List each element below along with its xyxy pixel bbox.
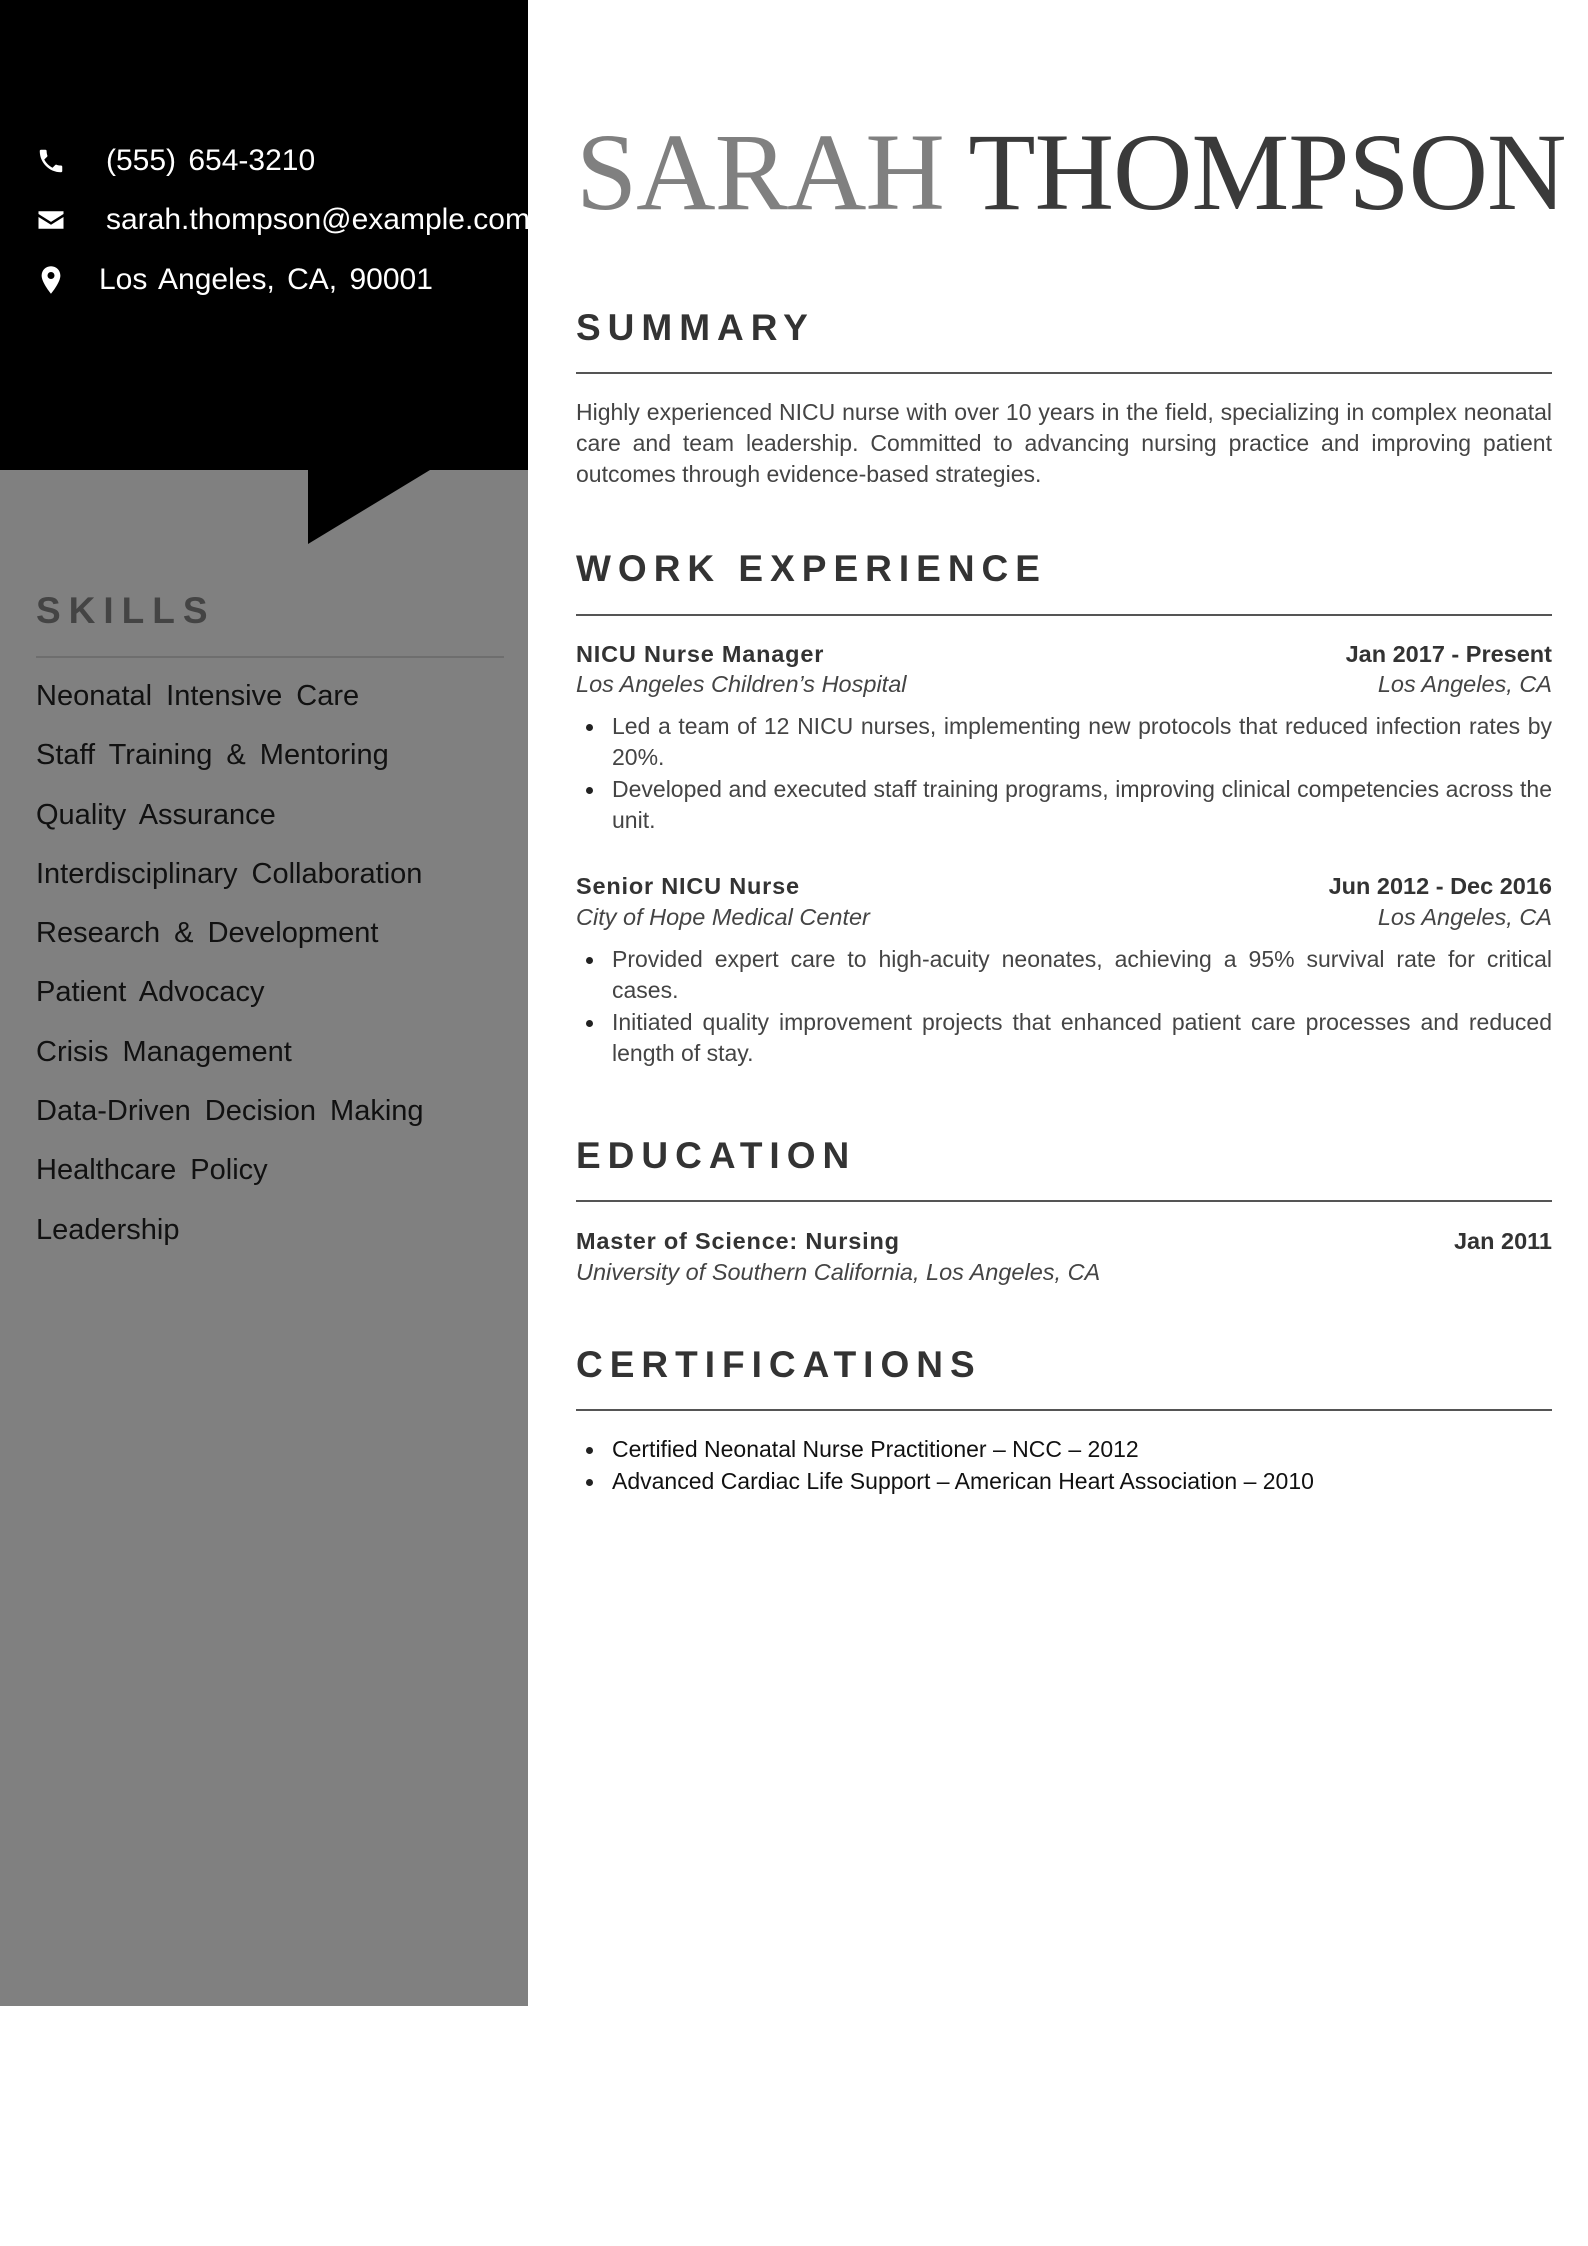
job-employer: City of Hope Medical Center	[576, 904, 870, 930]
certification-item: Certified Neonatal Nurse Practitioner – NCC – 2012	[612, 1434, 1552, 1465]
work-experience-divider	[576, 614, 1552, 616]
certifications-list	[576, 1434, 1552, 1498]
job-bullets	[576, 944, 1552, 1070]
job-bullet: Developed and executed staff training programs, improving clinical competencies across the unit.	[612, 774, 1552, 836]
skill-item: Crisis Management	[36, 1035, 292, 1068]
job-bullets	[576, 711, 1552, 837]
envelope-icon	[36, 205, 66, 235]
job-dates: Jun 2012 - Dec 2016	[1328, 873, 1552, 899]
education-divider	[576, 1200, 1552, 1202]
certifications-heading: CERTIFICATIONS	[576, 1344, 982, 1385]
job-dates: Jan 2017 - Present	[1345, 641, 1552, 667]
job-bullet: Provided expert care to high-acuity neonates, achieving a 95% survival rate for critical cases.	[612, 944, 1552, 1006]
skills-list	[36, 676, 424, 1269]
skill-item: Interdisciplinary Collaboration	[36, 857, 423, 890]
education-school: University of Southern California, Los Angeles, CA	[576, 1259, 1101, 1285]
certification-item: Advanced Cardiac Life Support – American Heart Association – 2010	[612, 1466, 1552, 1497]
job-subheader	[576, 671, 1552, 698]
job-location: Los Angeles, CA	[1377, 671, 1552, 697]
skill-item: Data-Driven Decision Making	[36, 1095, 424, 1128]
candidate-name	[576, 112, 1566, 232]
skill-item: Staff Training & Mentoring	[36, 739, 389, 772]
contact-phone[interactable]: (555) 654-3210	[106, 144, 316, 177]
last-name: THOMPSON	[968, 111, 1566, 233]
phone-icon	[36, 146, 66, 176]
education-subheader	[576, 1259, 1552, 1286]
job-header	[576, 641, 1552, 668]
contact-location: Los Angeles, CA, 90001	[99, 263, 433, 296]
map-pin-icon	[36, 265, 66, 295]
summary-text: Highly experienced NICU nurse with over 10 years in the field, specializing in complex neonatal care and team leadership. Committed to advancing nursing practice and improving patient outcomes through evidence-based strategies.	[576, 399, 1552, 487]
job-bullet: Initiated quality improvement projects that enhanced patient care processes and reduced length of stay.	[612, 1007, 1552, 1069]
education-degree: Master of Science: Nursing	[576, 1228, 900, 1254]
skill-item: Patient Advocacy	[36, 976, 265, 1009]
job-header	[576, 873, 1552, 900]
summary-heading: SUMMARY	[576, 307, 815, 348]
sidebar-notch-decoration	[308, 470, 430, 544]
job-role: NICU Nurse Manager	[576, 641, 825, 667]
contact-location-row	[0, 263, 433, 297]
contact-phone-row	[0, 144, 315, 178]
job-subheader	[576, 904, 1552, 931]
work-experience-heading: WORK EXPERIENCE	[576, 548, 1047, 589]
summary-divider	[576, 372, 1552, 374]
job-bullet: Led a team of 12 NICU nurses, implementing new protocols that reduced infection rates by 20%.	[612, 711, 1552, 773]
skills-divider	[36, 656, 504, 658]
skills-heading: SKILLS	[36, 590, 216, 631]
education-date: Jan 2011	[1453, 1228, 1552, 1254]
job-role: Senior NICU Nurse	[576, 873, 800, 899]
skill-item: Leadership	[36, 1213, 180, 1246]
job-employer: Los Angeles Children’s Hospital	[576, 671, 907, 697]
first-name: SARAH	[576, 111, 944, 233]
skill-item: Healthcare Policy	[36, 1154, 268, 1187]
job-location: Los Angeles, CA	[1377, 904, 1552, 930]
contact-email[interactable]: sarah.thompson@example.com	[106, 203, 530, 236]
skill-item: Research & Development	[36, 917, 379, 950]
certifications-divider	[576, 1409, 1552, 1411]
contact-email-row	[0, 203, 530, 237]
education-heading: EDUCATION	[576, 1135, 857, 1176]
skill-item: Neonatal Intensive Care	[36, 680, 360, 712]
skill-item: Quality Assurance	[36, 798, 276, 831]
education-header	[576, 1228, 1552, 1255]
